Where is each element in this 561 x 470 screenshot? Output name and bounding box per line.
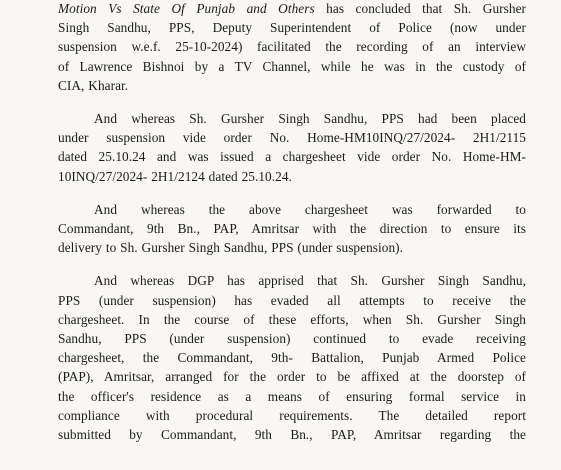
paragraph-3 — [58, 200, 526, 258]
paragraph-2 — [58, 109, 526, 186]
text-line: CIA, Kharar. — [58, 77, 129, 93]
text-line: the officer's residence as a means of ensuring formal service in — [58, 388, 526, 404]
document-body — [58, 0, 526, 444]
text-line: Commandant, 9th Bn., PAP, Amritsar with the direction to ensure its — [58, 221, 526, 237]
paragraph-gap — [58, 95, 526, 109]
text-line: chargesheet, the Commandant, 9th- Battalion, Punjab Armed Police — [58, 350, 526, 366]
text-line: And whereas Sh. Gursher Singh Sandhu, PPS had been placed — [94, 111, 526, 127]
text-line: under suspension vide order No. Home-HM10INQ/27/2024- 2H1/2115 — [58, 130, 526, 146]
text-line: compliance with procedural requirements. The detailed report — [58, 407, 526, 423]
text-line: (PAP), Amritsar, arranged for the order to be affixed at the doorstep of — [58, 369, 526, 385]
paragraph-gap — [58, 257, 526, 271]
text-line: delivery to Sh. Gursher Singh Sandhu, PPS (under suspension). — [58, 240, 404, 256]
text-line: Singh Sandhu, PPS, Deputy Superintendent of Police (now under — [58, 20, 526, 36]
text-line: of Lawrence Bishnoi by a TV Channel, while he was in the custody of — [58, 58, 526, 74]
text-line: chargesheet. In the course of these efforts, when Sh. Gursher Singh — [58, 311, 526, 327]
text-line: And whereas DGP has apprised that Sh. Gursher Singh Sandhu, — [94, 273, 526, 289]
text-line: dated 25.10.24 and was issued a chargesheet vide order No. Home-HM- — [58, 149, 526, 165]
paragraph-4 — [58, 271, 526, 444]
paragraph-1 — [58, 0, 526, 95]
text-line — [58, 0, 526, 18]
text-line: And whereas the above chargesheet was forwarded to — [94, 201, 526, 217]
text-line: PPS (under suspension) has evaded all attempts to receive the — [58, 292, 526, 308]
case-title-italic: Motion Vs State Of Punjab and Others — [58, 1, 315, 16]
paragraph-gap — [58, 186, 526, 200]
text-line: Sandhu, PPS (under suspension) continued to evade receiving — [58, 331, 526, 347]
text-line: suspension w.e.f. 25-10-2024) facilitated the recording of an interview — [58, 39, 526, 55]
text-line: submitted by Commandant, 9th Bn., PAP, Amritsar regarding the — [58, 427, 526, 443]
text-line: 10INQ/27/2024- 2H1/2124 dated 25.10.24. — [58, 168, 292, 184]
text-line-rest: has concluded that Sh. Gursher — [314, 1, 526, 16]
